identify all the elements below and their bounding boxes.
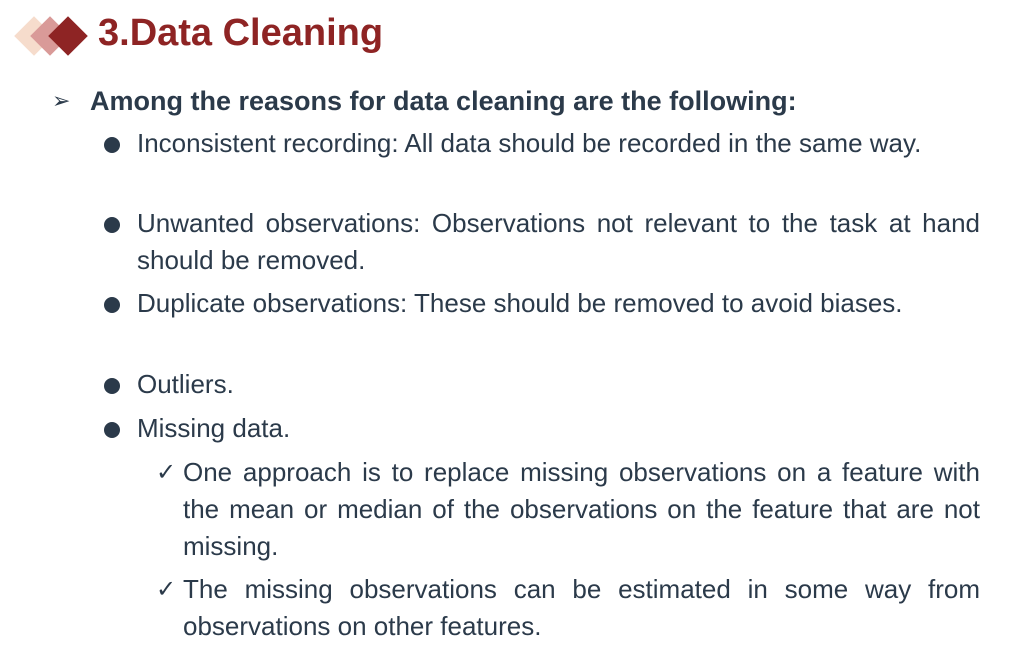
bullet-dot-icon	[104, 378, 120, 394]
list-item-text: Duplicate observations: These should be removed to avoid biases.	[137, 288, 903, 318]
list-item-missing-data	[104, 410, 980, 447]
sub-item-text: The missing observations can be estimated in some way from observations on other features.	[183, 574, 980, 641]
list-item-inconsistent-recording	[104, 125, 980, 162]
sub-item-replace-with-mean	[156, 454, 980, 565]
checkmark-icon: ✓	[156, 576, 177, 603]
bullet-dot-icon	[104, 137, 120, 153]
page-title: 3.Data Cleaning	[98, 12, 384, 54]
list-item-text: Unwanted observations: Observations not relevant to the task at hand should be removed.	[137, 208, 980, 275]
sub-item-text: One approach is to replace missing observations on a feature with the mean or median of the observations on the feature that are not missing.	[183, 457, 980, 561]
lead-text: Among the reasons for data cleaning are the following:	[90, 86, 797, 116]
list-item-outliers	[104, 366, 980, 403]
list-item-text: Missing data.	[137, 413, 291, 443]
bullet-dot-icon	[104, 217, 120, 233]
bullet-dot-icon	[104, 297, 120, 313]
diamond-logo-icon	[14, 14, 94, 66]
bullet-dot-icon	[104, 422, 120, 438]
list-item-text: Outliers.	[137, 369, 234, 399]
list-item-unwanted-observations	[104, 205, 980, 279]
sub-item-estimate-from-features	[156, 571, 980, 645]
list-item-text: Inconsistent recording: All data should be recorded in the same way.	[137, 128, 922, 158]
checkmark-icon: ✓	[156, 459, 177, 486]
list-item-duplicate-observations	[104, 285, 980, 322]
arrow-bullet-icon: ➢	[52, 88, 71, 113]
